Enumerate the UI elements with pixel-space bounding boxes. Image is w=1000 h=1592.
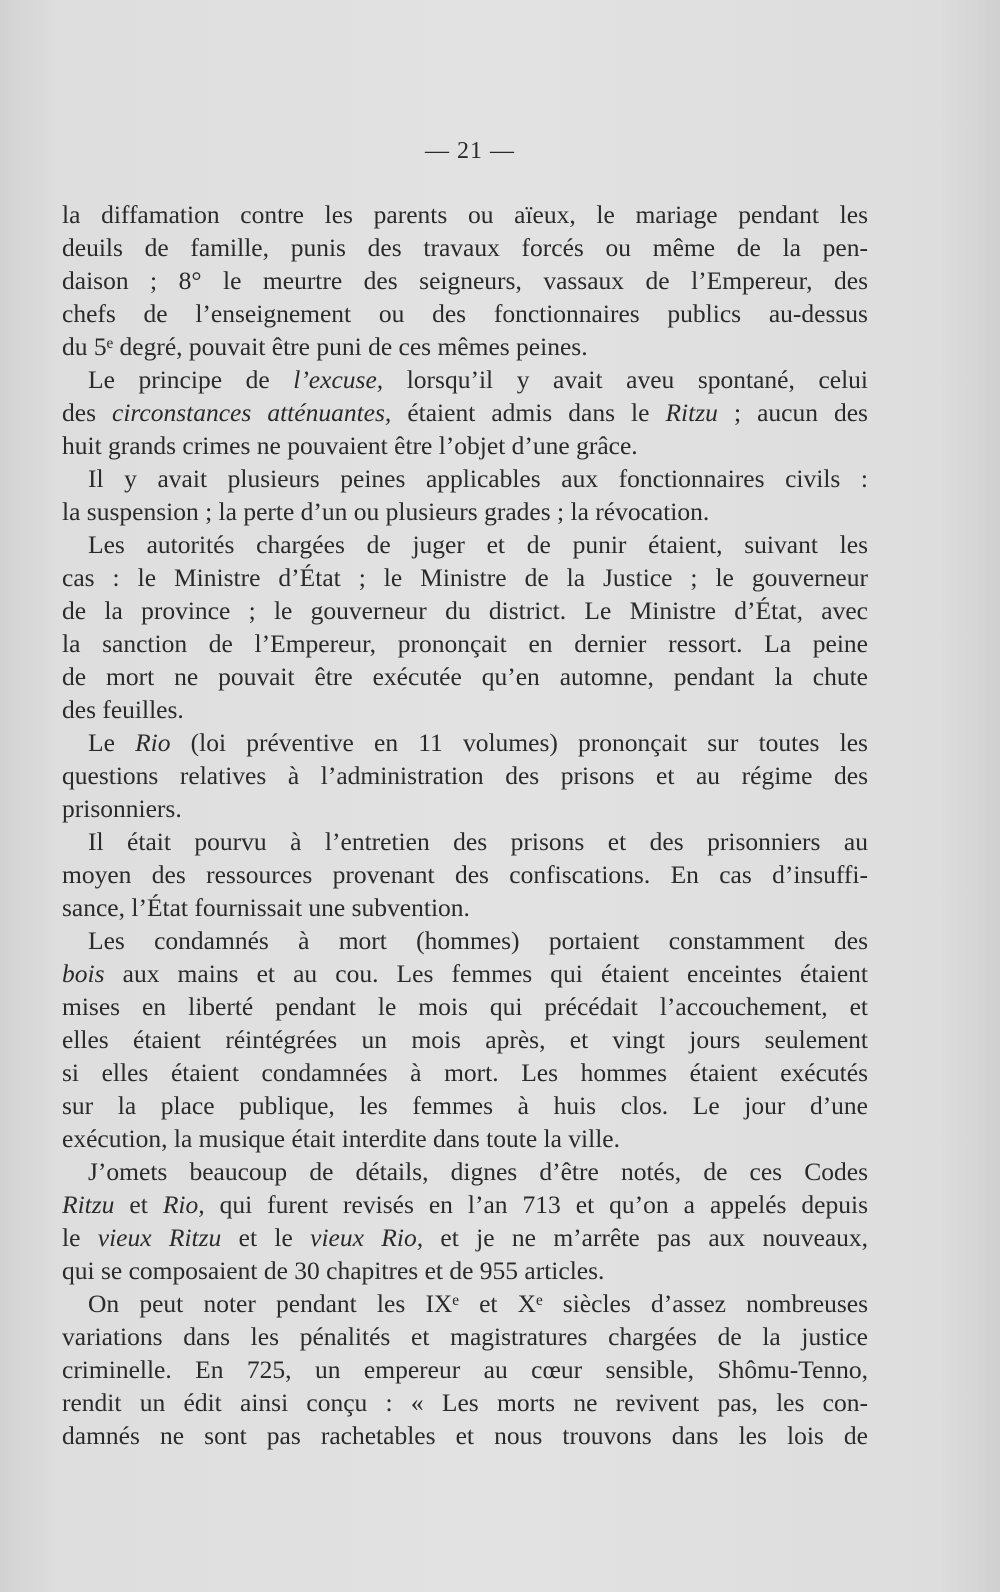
text-line — [62, 429, 868, 462]
text-segment: si elles étaient condamnées à mort. Les hommes étaient exécutés — [62, 1058, 868, 1087]
text-segment: exécution, la musique était interdite dans toute la ville. — [62, 1124, 620, 1153]
text-line — [62, 1155, 868, 1188]
text-segment: elles étaient réintégrées un mois après, et vingt jours seulement — [62, 1025, 868, 1054]
text-segment: chefs de l’enseignement ou des fonctionnaires publics au-dessus — [62, 299, 868, 328]
text-segment: On peut noter pendant les IXᵉ et Xᵉ siècles d’assez nombreuses — [88, 1289, 868, 1318]
text-line — [62, 693, 868, 726]
text-line — [62, 990, 868, 1023]
text-segment: aux mains et au cou. Les femmes qui étaient enceintes étaient — [104, 959, 868, 988]
text-segment: criminelle. En 725, un empereur au cœur sensible, Shômu-Tenno, — [62, 1355, 868, 1384]
text-line — [62, 462, 868, 495]
text-line — [62, 1089, 868, 1122]
text-line — [62, 495, 868, 528]
text-segment: mises en liberté pendant le mois qui précédait l’accouchement, et — [62, 992, 868, 1021]
text-segment: cas : le Ministre d’État ; le Ministre de la Justice ; le gouverneur — [62, 563, 868, 592]
text-line — [62, 825, 868, 858]
text-segment: et je ne m’arrête pas aux nouveaux, — [423, 1223, 868, 1252]
italic-text: Rio, — [162, 1190, 205, 1219]
text-segment: Il y avait plusieurs peines applicables aux fonctionnaires civils : — [88, 464, 868, 493]
text-segment: deuils de famille, punis des travaux forcés ou même de la pen- — [62, 233, 868, 262]
text-line — [62, 1320, 868, 1353]
text-line — [62, 1122, 868, 1155]
text-segment: de mort ne pouvait être exécutée qu’en automne, pendant la chute — [62, 662, 868, 691]
text-line — [62, 264, 868, 297]
text-line — [62, 297, 868, 330]
text-segment: ; aucun des — [717, 398, 868, 427]
text-segment: rendit un édit ainsi conçu : « Les morts ne revivent pas, les con- — [62, 1388, 868, 1417]
text-segment: daison ; 8° le meurtre des seigneurs, vassaux de l’Empereur, des — [62, 266, 868, 295]
text-line — [62, 858, 868, 891]
text-line — [62, 726, 868, 759]
text-line — [62, 231, 868, 264]
text-segment: du 5ᵉ degré, pouvait être puni de ces mêmes peines. — [62, 332, 588, 361]
text-segment: sance, l’État fournissait une subvention. — [62, 893, 470, 922]
text-line — [62, 1386, 868, 1419]
text-segment: la sanction de l’Empereur, prononçait en dernier ressort. La peine — [62, 629, 868, 658]
text-line — [62, 1023, 868, 1056]
text-segment: damnés ne sont pas rachetables et nous trouvons dans les lois de — [62, 1421, 868, 1450]
text-segment: J’omets beaucoup de détails, dignes d’être notés, de ces Codes — [88, 1157, 868, 1186]
text-segment: des feuilles. — [62, 695, 184, 724]
text-line — [62, 528, 868, 561]
text-line — [62, 1353, 868, 1386]
text-line — [62, 1254, 868, 1287]
text-line — [62, 1287, 868, 1320]
text-line — [62, 594, 868, 627]
text-segment: la diffamation contre les parents ou aïeux, le mariage pendant les — [62, 200, 868, 229]
text-segment: qui furent revisés en l’an 713 et qu’on a appelés depuis — [204, 1190, 868, 1219]
text-segment: lorsqu’il y avait aveu spontané, celui — [383, 365, 868, 394]
text-line — [62, 957, 868, 990]
text-line — [62, 1221, 868, 1254]
text-segment: et le — [221, 1223, 311, 1252]
text-line — [62, 396, 868, 429]
text-line — [62, 759, 868, 792]
text-segment: le — [62, 1223, 98, 1252]
text-segment: des — [62, 398, 113, 427]
text-line — [62, 1056, 868, 1089]
italic-text: Ritzu — [62, 1190, 115, 1219]
text-segment: de la province ; le gouverneur du district. Le Ministre d’État, avec — [62, 596, 868, 625]
body-text — [62, 198, 868, 1452]
text-line — [62, 891, 868, 924]
text-line — [62, 792, 868, 825]
italic-text: bois — [62, 959, 105, 988]
text-segment: questions relatives à l’administration des prisons et au régime des — [62, 761, 868, 790]
text-line — [62, 561, 868, 594]
text-segment: (loi préventive en 11 volumes) prononçait sur toutes les — [170, 728, 868, 757]
text-segment: Les condamnés à mort (hommes) portaient constamment des — [88, 926, 868, 955]
italic-text: l’excuse, — [293, 365, 384, 394]
text-line — [62, 660, 868, 693]
text-line — [62, 330, 868, 363]
text-segment: Le principe de — [88, 365, 294, 394]
italic-text: vieux Ritzu — [97, 1223, 222, 1252]
text-segment: et — [114, 1190, 163, 1219]
text-segment: variations dans les pénalités et magistratures chargées de la justice — [62, 1322, 868, 1351]
text-segment: prisonniers. — [62, 794, 182, 823]
text-line — [62, 627, 868, 660]
text-line — [62, 924, 868, 957]
text-segment: sur la place publique, les femmes à huis clos. Le jour d’une — [62, 1091, 868, 1120]
italic-text: Rio — [135, 728, 171, 757]
text-line — [62, 1419, 868, 1452]
text-line — [62, 363, 868, 396]
text-line — [62, 198, 868, 231]
text-segment: la suspension ; la perte d’un ou plusieurs grades ; la révocation. — [62, 497, 710, 526]
text-line — [62, 1188, 868, 1221]
text-segment: Les autorités chargées de juger et de punir étaient, suivant les — [88, 530, 868, 559]
italic-text: Ritzu — [665, 398, 718, 427]
text-segment: Il était pourvu à l’entretien des prisons et des prisonniers au — [88, 827, 868, 856]
page-number: — 21 — — [425, 138, 515, 164]
text-segment: étaient admis dans le — [391, 398, 666, 427]
text-segment: Le — [88, 728, 136, 757]
text-segment: qui se composaient de 30 chapitres et de 955 articles. — [62, 1256, 605, 1285]
italic-text: circonstances atténuantes, — [112, 398, 392, 427]
italic-text: vieux Rio, — [310, 1223, 424, 1252]
text-segment: moyen des ressources provenant des confiscations. En cas d’insuffi- — [62, 860, 868, 889]
text-segment: huit grands crimes ne pouvaient être l’objet d’une grâce. — [62, 431, 638, 460]
